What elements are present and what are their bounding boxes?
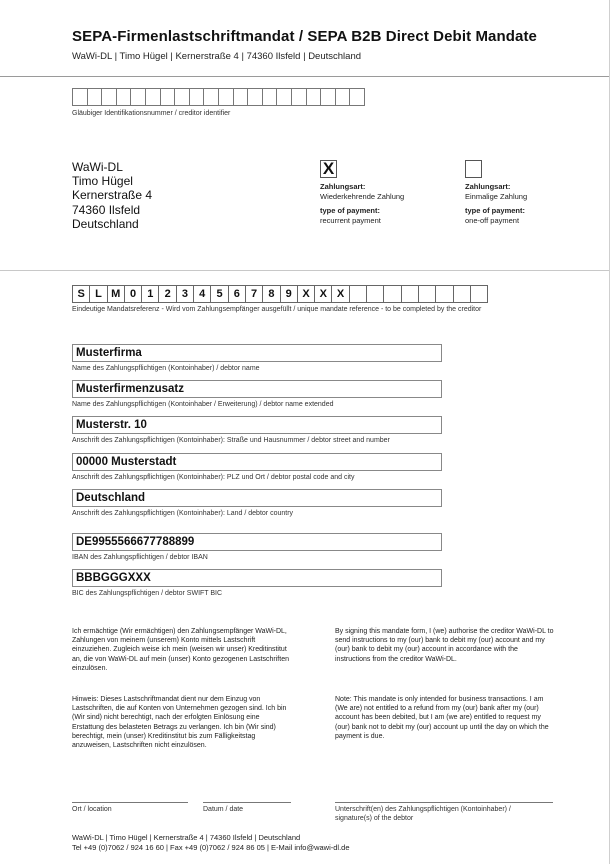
debtor-name-extended-field[interactable]: Musterfirmenzusatz bbox=[72, 380, 442, 398]
page-footer bbox=[72, 833, 350, 853]
mandate-reference-caption: Eindeutige Mandatsreferenz - Wird vom Zahlungsempfänger ausgefüllt / unique mandate reference - to be completed by the creditor bbox=[72, 306, 482, 313]
creditor-id-box[interactable] bbox=[320, 88, 336, 106]
creditor-id-box[interactable] bbox=[174, 88, 190, 106]
payment-type-label-de: Zahlungsart: bbox=[465, 182, 511, 191]
mandate-reference-char-box[interactable]: 4 bbox=[193, 285, 211, 303]
creditor-id-box[interactable] bbox=[130, 88, 146, 106]
creditor-id-box[interactable] bbox=[218, 88, 234, 106]
creditor-id-box[interactable] bbox=[335, 88, 351, 106]
signature-label-line2: signature(s) of the debtor bbox=[335, 815, 414, 822]
debtor-postal-city-caption: Anschrift des Zahlungspflichtigen (Kontoinhaber): PLZ und Ort / debtor postal code and city bbox=[72, 474, 355, 481]
note-text-en: Note: This mandate is only intended for business transactions. I am (We are) not entitled to a refund from my (our) bank after my (our) account has been debited, but I am (we are) entitled to request my (our) bank not to debit my (our) account up until the day on which the payment is due. bbox=[335, 696, 549, 740]
creditor-id-boxes[interactable] bbox=[72, 88, 364, 106]
mandate-reference-char-box[interactable]: 9 bbox=[280, 285, 298, 303]
debtor-street-caption: Anschrift des Zahlungspflichtigen (Kontoinhaber): Straße und Hausnummer / debtor street and number bbox=[72, 437, 390, 444]
address-line: Kernerstraße 4 bbox=[72, 188, 153, 203]
creditor-id-box[interactable] bbox=[306, 88, 322, 106]
page-title: SEPA-Firmenlastschriftmandat / SEPA B2B Direct Debit Mandate bbox=[72, 28, 537, 45]
note-text-de: Hinweis: Dieses Lastschriftmandat dient nur dem Einzug von Lastschriften, die auf Konten von Unternehmen gezogen sind. Ich bin (Wir sind) nicht berechtigt, nach der erfolgten Einlösung eine Erstattung des belasteten Betrags zu verlangen. Ich bin (Wir sind) berechtigt, mein (unser) Kreditinstitut bis zum Fälligkeitstag anzuweisen, Lastschriften nicht einzulösen. bbox=[72, 696, 287, 750]
debtor-country-field[interactable]: Deutschland bbox=[72, 489, 442, 507]
payment-type-label-de: Zahlungsart: bbox=[320, 182, 366, 191]
recurrent-payment-label bbox=[320, 182, 404, 226]
creditor-id-box[interactable] bbox=[87, 88, 103, 106]
mandate-reference-boxes[interactable] bbox=[72, 285, 487, 303]
mandate-reference-char-box[interactable] bbox=[349, 285, 367, 303]
creditor-id-box[interactable] bbox=[72, 88, 88, 106]
creditor-address bbox=[72, 160, 152, 231]
footer-address: WaWi-DL | Timo Hügel | Kernerstraße 4 | 74360 Ilsfeld | Deutschland bbox=[72, 833, 301, 842]
creditor-id-box[interactable] bbox=[116, 88, 132, 106]
footer-contact: Tel +49 (0)7062 / 924 16 60 | Fax +49 (0)7062 / 924 86 05 | E-Mail info@wawi-dl.de bbox=[72, 843, 350, 852]
authorization-text-de: Ich ermächtige (Wir ermächtigen) den Zahlungsempfänger WaWi-DL, Zahlungen von meinem (unserem) Konto mittels Lastschrift einzuziehen. Zugleich weise ich mein (weisen wir unser) Kreditinstitut an, die von WaWi-DL auf mein (unser) Konto gezogenen Lastschriften einzulösen. bbox=[72, 628, 289, 672]
mandate-reference-char-box[interactable]: S bbox=[72, 285, 90, 303]
creditor-id-caption: Gläubiger Identifikationsnummer / creditor identifier bbox=[72, 110, 231, 117]
mandate-reference-char-box[interactable]: 6 bbox=[228, 285, 246, 303]
one-off-payment-checkbox[interactable] bbox=[465, 160, 482, 178]
debtor-country-caption: Anschrift des Zahlungspflichtigen (Kontoinhaber): Land / debtor country bbox=[72, 510, 294, 517]
debtor-bic-caption: BIC des Zahlungspflichtigen / debtor SWIFT BIC bbox=[72, 590, 223, 597]
creditor-id-box[interactable] bbox=[233, 88, 249, 106]
signature-label bbox=[335, 805, 511, 823]
creditor-id-box[interactable] bbox=[203, 88, 219, 106]
page-subtitle: WaWi-DL | Timo Hügel | Kernerstraße 4 | 74360 Ilsfeld | Deutschland bbox=[72, 51, 362, 62]
payment-type-value-en: recurrent payment bbox=[320, 216, 381, 225]
creditor-id-box[interactable] bbox=[262, 88, 278, 106]
debtor-postal-city-field[interactable]: 00000 Musterstadt bbox=[72, 453, 442, 471]
mandate-reference-char-box[interactable] bbox=[383, 285, 401, 303]
creditor-id-box[interactable] bbox=[189, 88, 205, 106]
page-header bbox=[0, 0, 609, 77]
mandate-reference-char-box[interactable]: X bbox=[314, 285, 332, 303]
address-line: Timo Hügel bbox=[72, 174, 133, 189]
mandate-reference-char-box[interactable] bbox=[435, 285, 453, 303]
creditor-id-box[interactable] bbox=[145, 88, 161, 106]
creditor-id-box[interactable] bbox=[101, 88, 117, 106]
creditor-id-box[interactable] bbox=[276, 88, 292, 106]
place-signature-line[interactable] bbox=[72, 802, 188, 803]
address-line: WaWi-DL bbox=[72, 160, 123, 174]
mandate-reference-char-box[interactable]: M bbox=[107, 285, 125, 303]
creditor-id-box[interactable] bbox=[291, 88, 307, 106]
creditor-id-box[interactable] bbox=[349, 88, 365, 106]
creditor-id-box[interactable] bbox=[160, 88, 176, 106]
section-divider bbox=[0, 270, 609, 271]
payment-type-label-en: type of payment: bbox=[465, 206, 526, 215]
recurrent-payment-checkbox[interactable]: X bbox=[320, 160, 337, 178]
mandate-reference-char-box[interactable]: 7 bbox=[245, 285, 263, 303]
authorization-text-en: By signing this mandate form, I (we) authorise the creditor WaWi-DL to send instructions to my (our) bank to debit my (our) account and my (our) bank to debit my (our) account in accordance with the instructions from the creditor WaWi-DL. bbox=[335, 628, 554, 663]
address-line: Deutschland bbox=[72, 216, 139, 231]
payment-type-label-en: type of payment: bbox=[320, 206, 381, 215]
mandate-reference-char-box[interactable]: 8 bbox=[262, 285, 280, 303]
mandate-reference-char-box[interactable]: X bbox=[331, 285, 349, 303]
mandate-reference-char-box[interactable]: 2 bbox=[158, 285, 176, 303]
debtor-iban-caption: IBAN des Zahlungspflichtigen / debtor IBAN bbox=[72, 554, 208, 561]
debtor-iban-field[interactable]: DE9955566677788899 bbox=[72, 533, 442, 551]
mandate-reference-char-box[interactable]: 0 bbox=[124, 285, 142, 303]
date-label: Datum / date bbox=[203, 806, 244, 813]
debtor-bic-field[interactable]: BBBGGGXXX bbox=[72, 569, 442, 587]
address-line: 74360 Ilsfeld bbox=[72, 202, 141, 217]
mandate-reference-char-box[interactable]: L bbox=[89, 285, 107, 303]
date-signature-line[interactable] bbox=[203, 802, 291, 803]
mandate-reference-char-box[interactable]: 5 bbox=[210, 285, 228, 303]
creditor-id-box[interactable] bbox=[247, 88, 263, 106]
mandate-reference-char-box[interactable] bbox=[418, 285, 436, 303]
mandate-reference-char-box[interactable] bbox=[470, 285, 488, 303]
debtor-name-field[interactable]: Musterfirma bbox=[72, 344, 442, 362]
payment-type-value-de: Einmalige Zahlung bbox=[465, 192, 528, 201]
mandate-reference-char-box[interactable] bbox=[401, 285, 419, 303]
payment-type-value-en: one-off payment bbox=[465, 216, 520, 225]
debtor-name-extended-caption: Name des Zahlungspflichtigen (Kontoinhaber / Erweiterung) / debtor name extended bbox=[72, 401, 334, 408]
mandate-reference-char-box[interactable]: 1 bbox=[141, 285, 159, 303]
signature-label-line1: Unterschrift(en) des Zahlungspflichtigen (Kontoinhaber) / bbox=[335, 806, 511, 813]
mandate-reference-char-box[interactable] bbox=[453, 285, 471, 303]
mandate-reference-char-box[interactable]: 3 bbox=[176, 285, 194, 303]
debtor-street-field[interactable]: Musterstr. 10 bbox=[72, 416, 442, 434]
mandate-reference-char-box[interactable] bbox=[366, 285, 384, 303]
debtor-signature-line[interactable] bbox=[335, 802, 553, 803]
debtor-name-caption: Name des Zahlungspflichtigen (Kontoinhaber) / debtor name bbox=[72, 365, 260, 372]
place-label: Ort / location bbox=[72, 806, 112, 813]
mandate-reference-char-box[interactable]: X bbox=[297, 285, 315, 303]
payment-type-value-de: Wiederkehrende Zahlung bbox=[320, 192, 405, 201]
one-off-payment-label bbox=[465, 182, 527, 226]
